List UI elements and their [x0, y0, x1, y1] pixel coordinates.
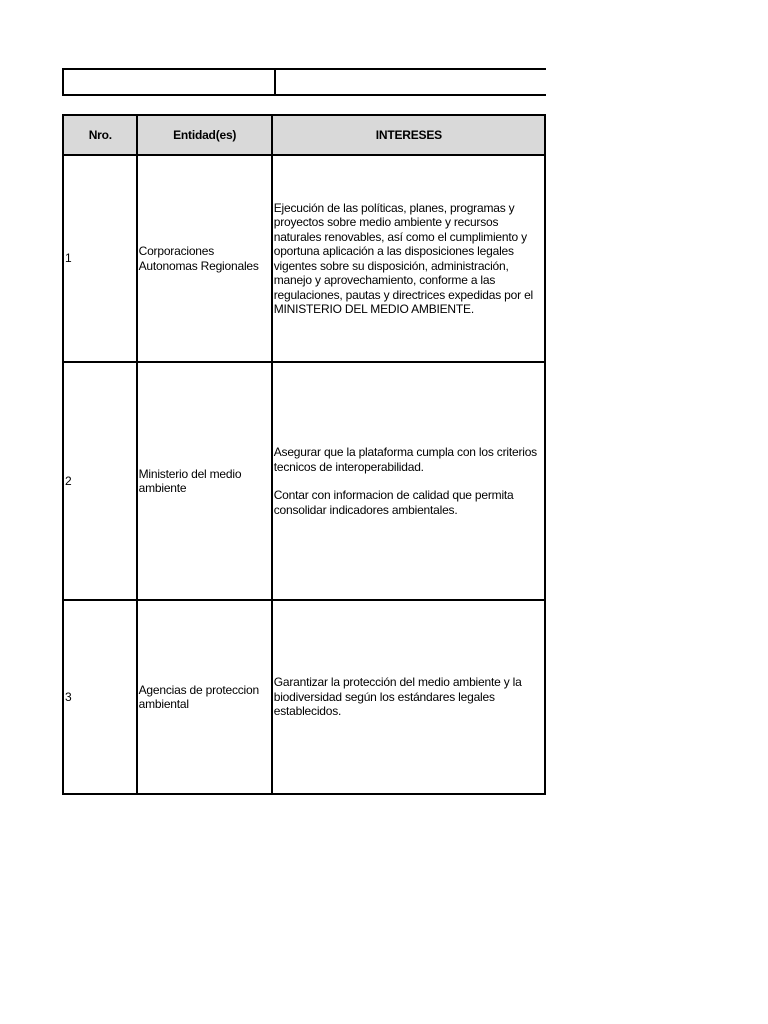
header-entidad: Entidad(es)	[137, 115, 272, 155]
title-cell-right	[275, 69, 546, 95]
title-cell-left	[63, 69, 275, 95]
table-header-row	[63, 115, 545, 155]
interest-text: Contar con informacion de calidad que permita consolidar indicadores ambientales.	[273, 488, 514, 517]
interest-text: Ejecución de las políticas, planes, programas y proyectos sobre medio ambiente y recursos naturales renovables, así como el cumplimiento y oportuna aplicación a las disposiciones legales vigentes sobre su disposición, administración, manejo y aprovechamiento, conforme a las regulaciones, pautas y directrices expedidas por el MINISTERIO DEL MEDIO AMBIENTE.	[273, 200, 534, 316]
stakeholder-table	[62, 114, 546, 795]
table-row	[63, 155, 545, 362]
title-bar	[62, 68, 546, 96]
row-entity: Agencias de proteccion ambiental	[137, 600, 272, 794]
table-row	[63, 362, 545, 600]
header-nro: Nro.	[63, 115, 137, 155]
row-interests	[272, 155, 545, 362]
row-number: 1	[63, 155, 137, 362]
row-interests	[272, 600, 545, 794]
row-entity: Corporaciones Autonomas Regionales	[137, 155, 272, 362]
interest-text: Asegurar que la plataforma cumpla con los criterios tecnicos de interoperabilidad.	[273, 445, 537, 474]
row-number: 3	[63, 600, 137, 794]
row-entity: Ministerio del medio ambiente	[137, 362, 272, 600]
interest-text: Garantizar la protección del medio ambiente y la biodiversidad según los estándares legales establecidos.	[273, 675, 522, 719]
header-intereses: INTERESES	[272, 115, 545, 155]
row-interests	[272, 362, 545, 600]
table-row	[63, 600, 545, 794]
row-number: 2	[63, 362, 137, 600]
